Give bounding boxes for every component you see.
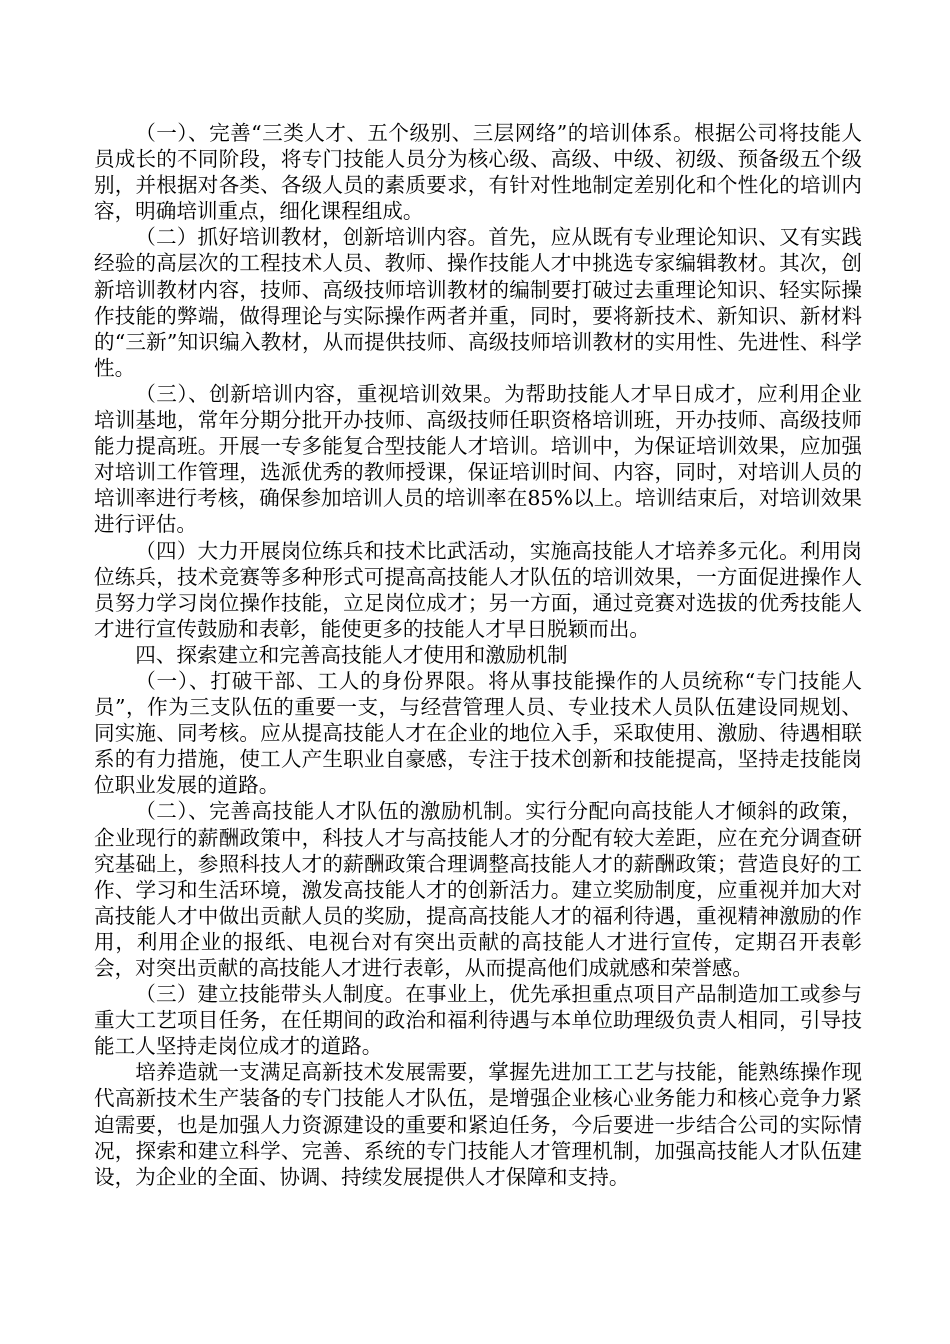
paragraph-skill-competition: （四）大力开展岗位练兵和技术比武活动，实施高技能人才培养多元化。利用岗位练兵，技术竞赛等多种形式可提高高技能人才队伍的培训效果，一方面促进操作人员努力学习岗位操作技能，立足岗位成才；另一方面，通过竞赛对选拔的优秀技能人才进行宣传鼓励和表彰，能使更多的技能人才早日脱颖而出。 bbox=[94, 538, 862, 641]
paragraph-training-system: （一）、完善“三类人才、五个级别、三层网络”的培训体系。根据公司将技能人员成长的不同阶段，将专门技能人员分为核心级、高级、中级、初级、预备级五个级别，并根据对各类、各级人员的素质要求，有针对性地制定差别化和个性化的培训内容，明确培训重点，细化课程组成。 bbox=[94, 121, 862, 224]
document-page bbox=[94, 120, 862, 1190]
paragraph-incentive-mechanism: （二）、完善高技能人才队伍的激励机制。实行分配向高技能人才倾斜的政策，企业现行的薪酬政策中，科技人才与高技能人才的分配有较大差距，应在充分调查研究基础上，参照科技人才的薪酬政策合理调整高技能人才的薪酬政策；营造良好的工作、学习和生活环境，激发高技能人才的创新活力。建立奖励制度，应重视并加大对高技能人才中做出贡献人员的奖励，提高高技能人才的福利待遇，重视精神激励的作用，利用企业的报纸、电视台对有突出贡献的高技能人才进行宣传，定期召开表彰会，对突出贡献的高技能人才进行表彰，从而提高他们成就感和荣誉感。 bbox=[94, 799, 862, 980]
paragraph-skill-leader: （三）建立技能带头人制度。在事业上，优先承担重点项目产品制造加工或参与重大工艺项目任务，在任期间的政治和福利待遇与本单位助理级负责人相同，引导技能工人坚持走岗位成才的道路。 bbox=[94, 982, 862, 1059]
paragraph-identity-boundary: （一）、打破干部、工人的身份界限。将从事技能操作的人员统称“专门技能人员”，作为三支队伍的重要一支，与经营管理人员、专业技术人员队伍建设同规划、同实施、同考核。应从提高技能人才在企业的地位入手，采取使用、激励、待遇相联系的有力措施，使工人产生职业自豪感，专注于技术创新和技能提高，坚持走技能岗位职业发展的道路。 bbox=[94, 668, 862, 798]
paragraph-conclusion: 培养造就一支满足高新技术发展需要，掌握先进加工工艺与技能，能熟练操作现代高新技术生产装备的专门技能人才队伍，是增强企业核心业务能力和核心竞争力紧迫需要，也是加强人力资源建设的重要和紧迫任务，今后要进一步结合公司的实际情况，探索和建立科学、完善、系统的专门技能人才管理机制，加强高技能人才队伍建设，为企业的全面、协调、持续发展提供人才保障和支持。 bbox=[94, 1060, 862, 1189]
paragraph-training-materials: （二）抓好培训教材，创新培训内容。首先，应从既有专业理论知识、又有实践经验的高层次的工程技术人员、教师、操作技能人才中挑选专家编辑教材。其次，创新培训教材内容，技师、高级技师培训教材的编制要打破过去重理论知识、轻实际操作技能的弊端，做得理论与实际操作两者并重，同时，要将新技术、新知识、新材料的“三新”知识编入教材，从而提供技师、高级技师培训教材的实用性、先进性、科学性。 bbox=[94, 225, 862, 380]
section-heading-incentive: 四、探索建立和完善高技能人才使用和激励机制 bbox=[135, 642, 568, 667]
paragraph-training-content: （三）、创新培训内容，重视培训效果。为帮助技能人才早日成才，应利用企业培训基地，常年分期分批开办技师、高级技师任职资格培训班，开办技师、高级技师能力提高班。开展一专多能复合型技能人才培训。培训中，为保证培训效果，应加强对培训工作管理，选派优秀的教师授课，保证培训时间、内容，同时，对培训人员的培训率进行考核，确保参加培训人员的培训率在85%以上。培训结束后，对培训效果进行评估。 bbox=[94, 381, 862, 537]
